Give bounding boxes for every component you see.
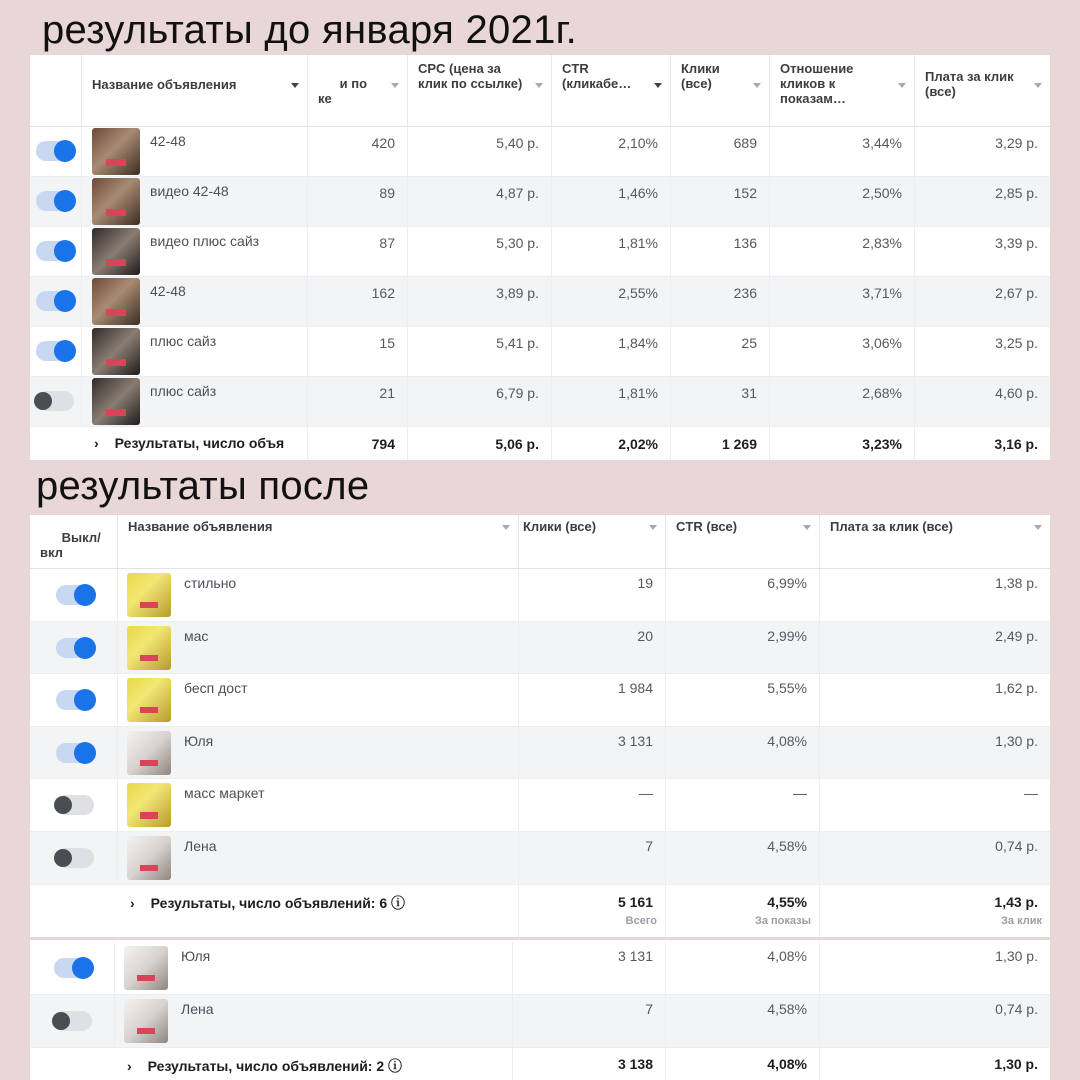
table-header [30, 515, 1050, 569]
summary-clicks: 5 161 Всего [519, 885, 666, 937]
table-after [30, 515, 1050, 937]
ad-name: масс маркет [184, 785, 265, 802]
col-header-ratio[interactable]: Отношение кликов к показам… [770, 55, 915, 126]
table-row[interactable] [30, 569, 1050, 622]
cell-partial: 15 [308, 327, 408, 376]
col-header-partial[interactable]: и по ке [308, 55, 408, 126]
info-icon[interactable]: ⓘ [388, 1058, 403, 1074]
col-header-name[interactable]: Название объявления [82, 55, 308, 126]
toggle-cell [30, 727, 118, 779]
toggle-cell [30, 832, 118, 884]
cell-ctr: 5,55% [666, 674, 820, 726]
table-header [30, 55, 1050, 127]
cell-ctr: 1,84% [552, 327, 671, 376]
toggle-knob [54, 140, 76, 162]
ad-name: Лена [181, 1001, 214, 1017]
ad-name-cell[interactable] [118, 727, 519, 779]
ad-thumbnail [127, 731, 171, 775]
ad-thumbnail [92, 228, 140, 275]
cell-ratio: 3,44% [770, 127, 915, 176]
ad-name: бесп дост [184, 680, 248, 697]
cell-cpc: 3,89 р. [408, 277, 552, 326]
ad-toggle[interactable] [56, 585, 94, 605]
summary-label-cell: › Результаты, число объявлений: 2 ⓘ [115, 1048, 513, 1080]
summary-row[interactable] [30, 885, 1050, 937]
cell-cost: 2,85 р. [995, 185, 1038, 201]
toggle-knob [74, 584, 96, 606]
cell-cost: 2,49 р. [995, 627, 1038, 644]
toggle-cell [30, 942, 115, 994]
ad-thumbnail [127, 626, 171, 670]
ad-toggle[interactable] [56, 743, 94, 763]
table-row[interactable] [30, 177, 1050, 227]
toggle-cell [30, 779, 118, 831]
col-header-cost[interactable]: Плата за клик (все) [915, 55, 1050, 126]
table-row[interactable] [30, 942, 1050, 995]
summary-ctr: 4,08% [666, 1048, 820, 1080]
ad-toggle[interactable] [36, 291, 74, 311]
table-row[interactable] [30, 127, 1050, 177]
ad-thumbnail [127, 573, 171, 617]
cell-ctr: 4,08% [666, 942, 820, 994]
col-header-clicks[interactable]: Клики (все) [519, 515, 666, 568]
summary-cost: 1,43 р. За клик [994, 894, 1042, 927]
ad-toggle[interactable] [36, 191, 74, 211]
cell-clicks: 25 [671, 327, 770, 376]
cell-partial: 162 [308, 277, 408, 326]
ad-name: Лена [184, 838, 217, 854]
col-header-toggle[interactable]: Выкл/ вкл [30, 515, 118, 568]
toggle-cell [30, 227, 82, 276]
cell-ratio: 2,50% [770, 177, 915, 226]
info-icon[interactable]: ⓘ [391, 895, 406, 911]
col-header-ctr[interactable]: CTR (кликабе… [552, 55, 671, 126]
cell-clicks: 31 [671, 377, 770, 426]
cell-clicks: 19 [519, 569, 666, 621]
ad-toggle[interactable] [56, 690, 94, 710]
cell-ctr: 2,10% [552, 127, 671, 176]
toggle-knob [74, 637, 96, 659]
cell-cost: 3,25 р. [995, 335, 1038, 351]
col-header-cost[interactable]: Плата за клик (все) [820, 515, 1050, 568]
ad-thumbnail [127, 678, 171, 722]
table-row[interactable] [30, 727, 1050, 780]
ad-name: видео 42-48 [150, 183, 229, 199]
cell-ctr: 1,81% [552, 227, 671, 276]
summary-label-cell: › Результаты, число объя [82, 427, 308, 460]
ad-name: плюс сайз [150, 383, 217, 399]
ad-thumbnail [127, 836, 171, 880]
table-before [30, 55, 1050, 460]
col-header-name[interactable]: Название объявления [118, 515, 519, 568]
cell-partial: 420 [308, 127, 408, 176]
cell-cost: 3,39 р. [995, 235, 1038, 251]
cell-clicks: 1 984 [519, 674, 666, 726]
toggle-cell [30, 277, 82, 326]
ad-name: видео плюс сайз [150, 233, 260, 249]
table-row[interactable] [30, 622, 1050, 675]
chevron-right-icon[interactable]: › [130, 895, 135, 911]
cell-cost: — [1024, 785, 1038, 802]
cell-ctr: — [666, 779, 820, 831]
ad-name: мас [184, 627, 209, 644]
cell-cost: 1,62 р. [995, 680, 1038, 697]
ad-name-cell[interactable] [118, 622, 519, 674]
ad-name-cell[interactable] [118, 569, 519, 621]
cell-cost: 4,60 р. [995, 385, 1038, 401]
table-after-filtered [30, 940, 1050, 1080]
table-row[interactable] [30, 832, 1050, 885]
ad-name-cell[interactable] [118, 779, 519, 831]
ad-thumbnail [92, 378, 140, 425]
toggle-knob [54, 340, 76, 362]
ad-name-cell[interactable] [118, 674, 519, 726]
summary-row[interactable] [30, 1048, 1050, 1080]
summary-ctr: 4,55% За показы [666, 885, 820, 937]
summary-clicks: 1 269 [671, 427, 770, 460]
cell-cost: 1,38 р. [995, 575, 1038, 591]
ad-name-cell[interactable] [82, 127, 308, 176]
cell-partial: 87 [308, 227, 408, 276]
toggle-cell [30, 995, 115, 1047]
ad-toggle[interactable] [54, 958, 92, 978]
ad-name: 42-48 [150, 283, 186, 299]
heading-before: результаты до января 2021г. [42, 8, 578, 52]
cell-clicks: 7 [519, 832, 666, 884]
cell-ctr: 4,08% [666, 727, 820, 779]
table-row[interactable] [30, 779, 1050, 832]
ad-toggle[interactable] [54, 1011, 92, 1031]
toggle-knob [54, 849, 72, 867]
toggle-cell [30, 177, 82, 226]
ad-toggle[interactable] [36, 241, 74, 261]
cell-cpc: 6,79 р. [408, 377, 552, 426]
ad-thumbnail [92, 178, 140, 225]
ad-toggle[interactable] [56, 795, 94, 815]
ad-name: Юля [184, 732, 214, 749]
cell-clicks: 136 [671, 227, 770, 276]
ad-name: стильно [184, 575, 237, 591]
cell-cpc: 5,30 р. [408, 227, 552, 276]
cell-cost: 3,29 р. [995, 135, 1038, 151]
ad-toggle[interactable] [36, 341, 74, 361]
ad-name-cell[interactable] [115, 995, 513, 1047]
toggle-knob [54, 190, 76, 212]
ad-name-cell[interactable] [82, 227, 308, 276]
ad-toggle[interactable] [36, 391, 74, 411]
cell-cpc: 5,40 р. [408, 127, 552, 176]
cell-ctr: 6,99% [666, 569, 820, 621]
heading-after: результаты после [36, 464, 370, 508]
toggle-knob [54, 290, 76, 312]
table-row[interactable] [30, 377, 1050, 427]
toggle-knob [54, 796, 72, 814]
cell-ratio: 3,06% [770, 327, 915, 376]
toggle-knob [34, 392, 52, 410]
cell-ratio: 2,68% [770, 377, 915, 426]
summary-ratio: 3,23% [770, 427, 915, 460]
cell-clicks: 7 [513, 995, 666, 1047]
toggle-knob [72, 957, 94, 979]
table-row[interactable] [30, 327, 1050, 377]
table-row[interactable] [30, 995, 1050, 1048]
cell-ctr: 4,58% [666, 995, 820, 1047]
cell-clicks: 20 [519, 622, 666, 674]
ad-thumbnail [127, 783, 171, 827]
toggle-knob [52, 1012, 70, 1030]
ad-toggle[interactable] [56, 848, 94, 868]
summary-cost: 1,30 р. [994, 1056, 1038, 1072]
cell-partial: 21 [308, 377, 408, 426]
toggle-cell [30, 674, 118, 726]
table-row[interactable] [30, 674, 1050, 727]
summary-ctr: 2,02% [552, 427, 671, 460]
summary-cpc: 5,06 р. [408, 427, 552, 460]
ad-name-cell[interactable] [82, 277, 308, 326]
cell-ctr: 2,99% [666, 622, 820, 674]
toggle-knob [74, 742, 96, 764]
ad-toggle[interactable] [36, 141, 74, 161]
table-row[interactable] [30, 277, 1050, 327]
ad-thumbnail [124, 946, 168, 990]
summary-label-cell: › Результаты, число объявлений: 6 ⓘ [118, 885, 519, 937]
cell-partial: 89 [308, 177, 408, 226]
col-header-toggle [30, 55, 82, 126]
cell-clicks: 689 [671, 127, 770, 176]
ad-name-cell[interactable] [82, 327, 308, 376]
summary-cost: 3,16 р. [994, 436, 1038, 452]
cell-ratio: 2,83% [770, 227, 915, 276]
cell-ctr: 1,46% [552, 177, 671, 226]
cell-ctr: 4,58% [666, 832, 820, 884]
toggle-cell [30, 622, 118, 674]
cell-ctr: 2,55% [552, 277, 671, 326]
cell-ctr: 1,81% [552, 377, 671, 426]
ad-name: 42-48 [150, 133, 186, 149]
toggle-knob [54, 240, 76, 262]
col-header-clicks[interactable]: Клики (все) [671, 55, 770, 126]
ad-thumbnail [92, 128, 140, 175]
ad-toggle[interactable] [56, 638, 94, 658]
ad-thumbnail [92, 328, 140, 375]
ad-name-cell[interactable] [118, 832, 519, 884]
cell-cost: 1,30 р. [995, 732, 1038, 749]
cell-cpc: 4,87 р. [408, 177, 552, 226]
toggle-knob [74, 689, 96, 711]
ad-thumbnail [124, 999, 168, 1043]
ad-thumbnail [92, 278, 140, 325]
chevron-right-icon[interactable]: › [127, 1058, 132, 1074]
col-header-ctr[interactable]: CTR (все) [666, 515, 820, 568]
cell-cpc: 5,41 р. [408, 327, 552, 376]
ad-name-cell[interactable] [115, 942, 513, 994]
table-row[interactable] [30, 227, 1050, 277]
toggle-cell [30, 127, 82, 176]
cell-clicks: 152 [671, 177, 770, 226]
cell-clicks: 236 [671, 277, 770, 326]
ad-name: Юля [181, 948, 211, 964]
toggle-cell [30, 569, 118, 621]
col-header-cpc[interactable]: CPC (цена за клик по ссылке) [408, 55, 552, 126]
cell-clicks: — [519, 779, 666, 831]
toggle-cell [30, 377, 82, 426]
cell-clicks: 3 131 [513, 942, 666, 994]
cell-cost: 1,30 р. [995, 948, 1038, 964]
ad-name-cell[interactable] [82, 377, 308, 426]
cell-cost: 2,67 р. [995, 285, 1038, 301]
ad-name: плюс сайз [150, 333, 217, 349]
chevron-right-icon[interactable]: › [94, 435, 99, 451]
cell-clicks: 3 131 [519, 727, 666, 779]
summary-partial: 794 [308, 427, 408, 460]
cell-cost: 0,74 р. [995, 1001, 1038, 1017]
summary-row[interactable] [30, 427, 1050, 460]
cell-ratio: 3,71% [770, 277, 915, 326]
cell-cost: 0,74 р. [995, 838, 1038, 854]
toggle-cell [30, 327, 82, 376]
ad-name-cell[interactable] [82, 177, 308, 226]
summary-clicks: 3 138 [513, 1048, 666, 1080]
